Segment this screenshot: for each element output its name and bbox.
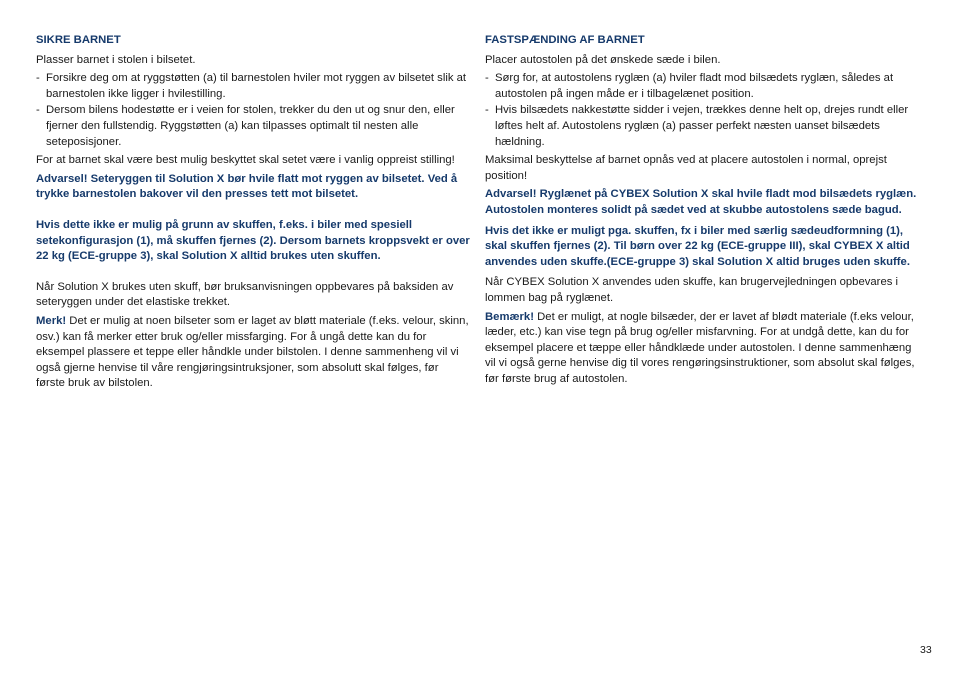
norwegian-column — [36, 33, 470, 395]
bullet-marker: - — [485, 104, 489, 117]
list-item-text: Forsikre deg om at ryggstøtten (a) til barnestolen hviler mot ryggen av bilsetet slik at barnestolen ikke ligger i hvilestilling. — [46, 72, 467, 100]
section-heading: SIKRE BARNET — [36, 34, 121, 46]
list-item — [36, 71, 470, 102]
warning-text: Hvis det ikke er muligt pga. skuffen, fx i biler med særlig sædeudformning (1), skal skuffen fjernes (2). Til børn over 22 kg (ECE-gruppe III), skal CYBEX X altid anvendes uden skuffe.(ECE-gruppe 3) skal Solution X altid bruges uden skuffe. — [485, 224, 910, 268]
bullet-marker: - — [36, 72, 40, 85]
paragraph: Maksimal beskyttelse af barnet opnås ved at placere autostolen i normal, oprejst position! — [485, 154, 887, 182]
intro-text: Plasser barnet i stolen i bilsetet. — [36, 53, 196, 66]
warning-text: Advarsel! Ryglænet på CYBEX Solution X skal hvile fladt mod bilsædets ryglæn. Autostolen monteres solidt på sædet ved at skubbe autostolens sæde bagud. — [485, 188, 917, 216]
bullet-marker: - — [485, 72, 489, 85]
paragraph: Når CYBEX Solution X anvendes uden skuffe, kan brugervejledningen opbevares i lommen bag på ryglænet. — [485, 276, 899, 304]
note-paragraph — [36, 314, 470, 392]
note-paragraph — [485, 310, 921, 388]
warning-text: Hvis dette ikke er mulig på grunn av skuffen, f.eks. i biler med spesiell setekonfigurasjon (1), må skuffen fjernes (2). Dersom barnets kroppsvekt er over 22 kg (ECE-gruppe 3), skal Solution X alltid brukes uten skuffen. — [36, 218, 470, 263]
note-label: Merk! — [36, 314, 67, 327]
list-item — [485, 71, 921, 102]
bullet-marker: - — [36, 104, 40, 117]
list-item-text: Dersom bilens hodestøtte er i veien for stolen, trekker du den ut og snur den, eller fjerner den fullstendig. Ryggstøtten (a) kan tilpasses optimalt til nesten alle seteposisjoner. — [46, 104, 455, 148]
bullet-list — [485, 71, 921, 150]
note-text: Det er mulig at noen bilseter som er laget av bløtt materiale (f.eks. velour, skinn, osv.) kan få merker etter bruk og/eller missfarging. For å ungå dette kan du for eksempel plassere et teppe eller håndkle under bilstolen. I denne sammenheng vil vi også gjerne henvise til våre rengjøringsintruksjoner, som absolutt skal følges, før første bruk av bilstolen. — [36, 314, 469, 390]
list-item — [485, 103, 921, 150]
danish-column — [485, 33, 921, 390]
note-text: Det er muligt, at nogle bilsæder, der er lavet af blødt materiale (f.eks velour, læder, etc.) kan vise tegn på brug og/eller misfarvning. For at undgå dette, kan du for eksempel placere et tæppe eller håndklæde under autostolen. I denne sammenhæng vil vi også gerne henvise dig til vores rengøringsinstruktioner, som absolut skal følges, før første brug af autostolen. — [485, 310, 915, 385]
paragraph: For at barnet skal være best mulig beskyttet skal setet være i vanlig oppreist stilling! — [36, 154, 455, 167]
list-item-text: Sørg for, at autostolens ryglæn (a) hviler fladt mod bilsædets ryglæn, således at autostolen på ingen måde er i tilbagelænet position. — [495, 72, 894, 100]
list-item-text: Hvis bilsædets nakkestøtte sidder i vejen, trækkes denne helt op, drejes rundt eller løftes helt af. Autostolens ryglæn (a) passer perfekt næsten uanset bilsædets hældning. — [495, 104, 909, 148]
page-number: 33 — [920, 644, 932, 656]
section-heading: FASTSPÆNDING AF BARNET — [485, 34, 645, 46]
intro-text: Placer autostolen på det ønskede sæde i bilen. — [485, 53, 721, 66]
note-label: Bemærk! — [485, 310, 534, 323]
list-item — [36, 103, 470, 150]
paragraph: Når Solution X brukes uten skuff, bør bruksanvisningen oppbevares på baksiden av seteryggen under det elastiske trekket. — [36, 280, 454, 309]
warning-text: Advarsel! Seteryggen til Solution X bør hvile flatt mot ryggen av bilsetet. Ved å trykke barnestolen bakover vil den presses tett mot bilsetet. — [36, 172, 458, 201]
bullet-list — [36, 71, 470, 150]
